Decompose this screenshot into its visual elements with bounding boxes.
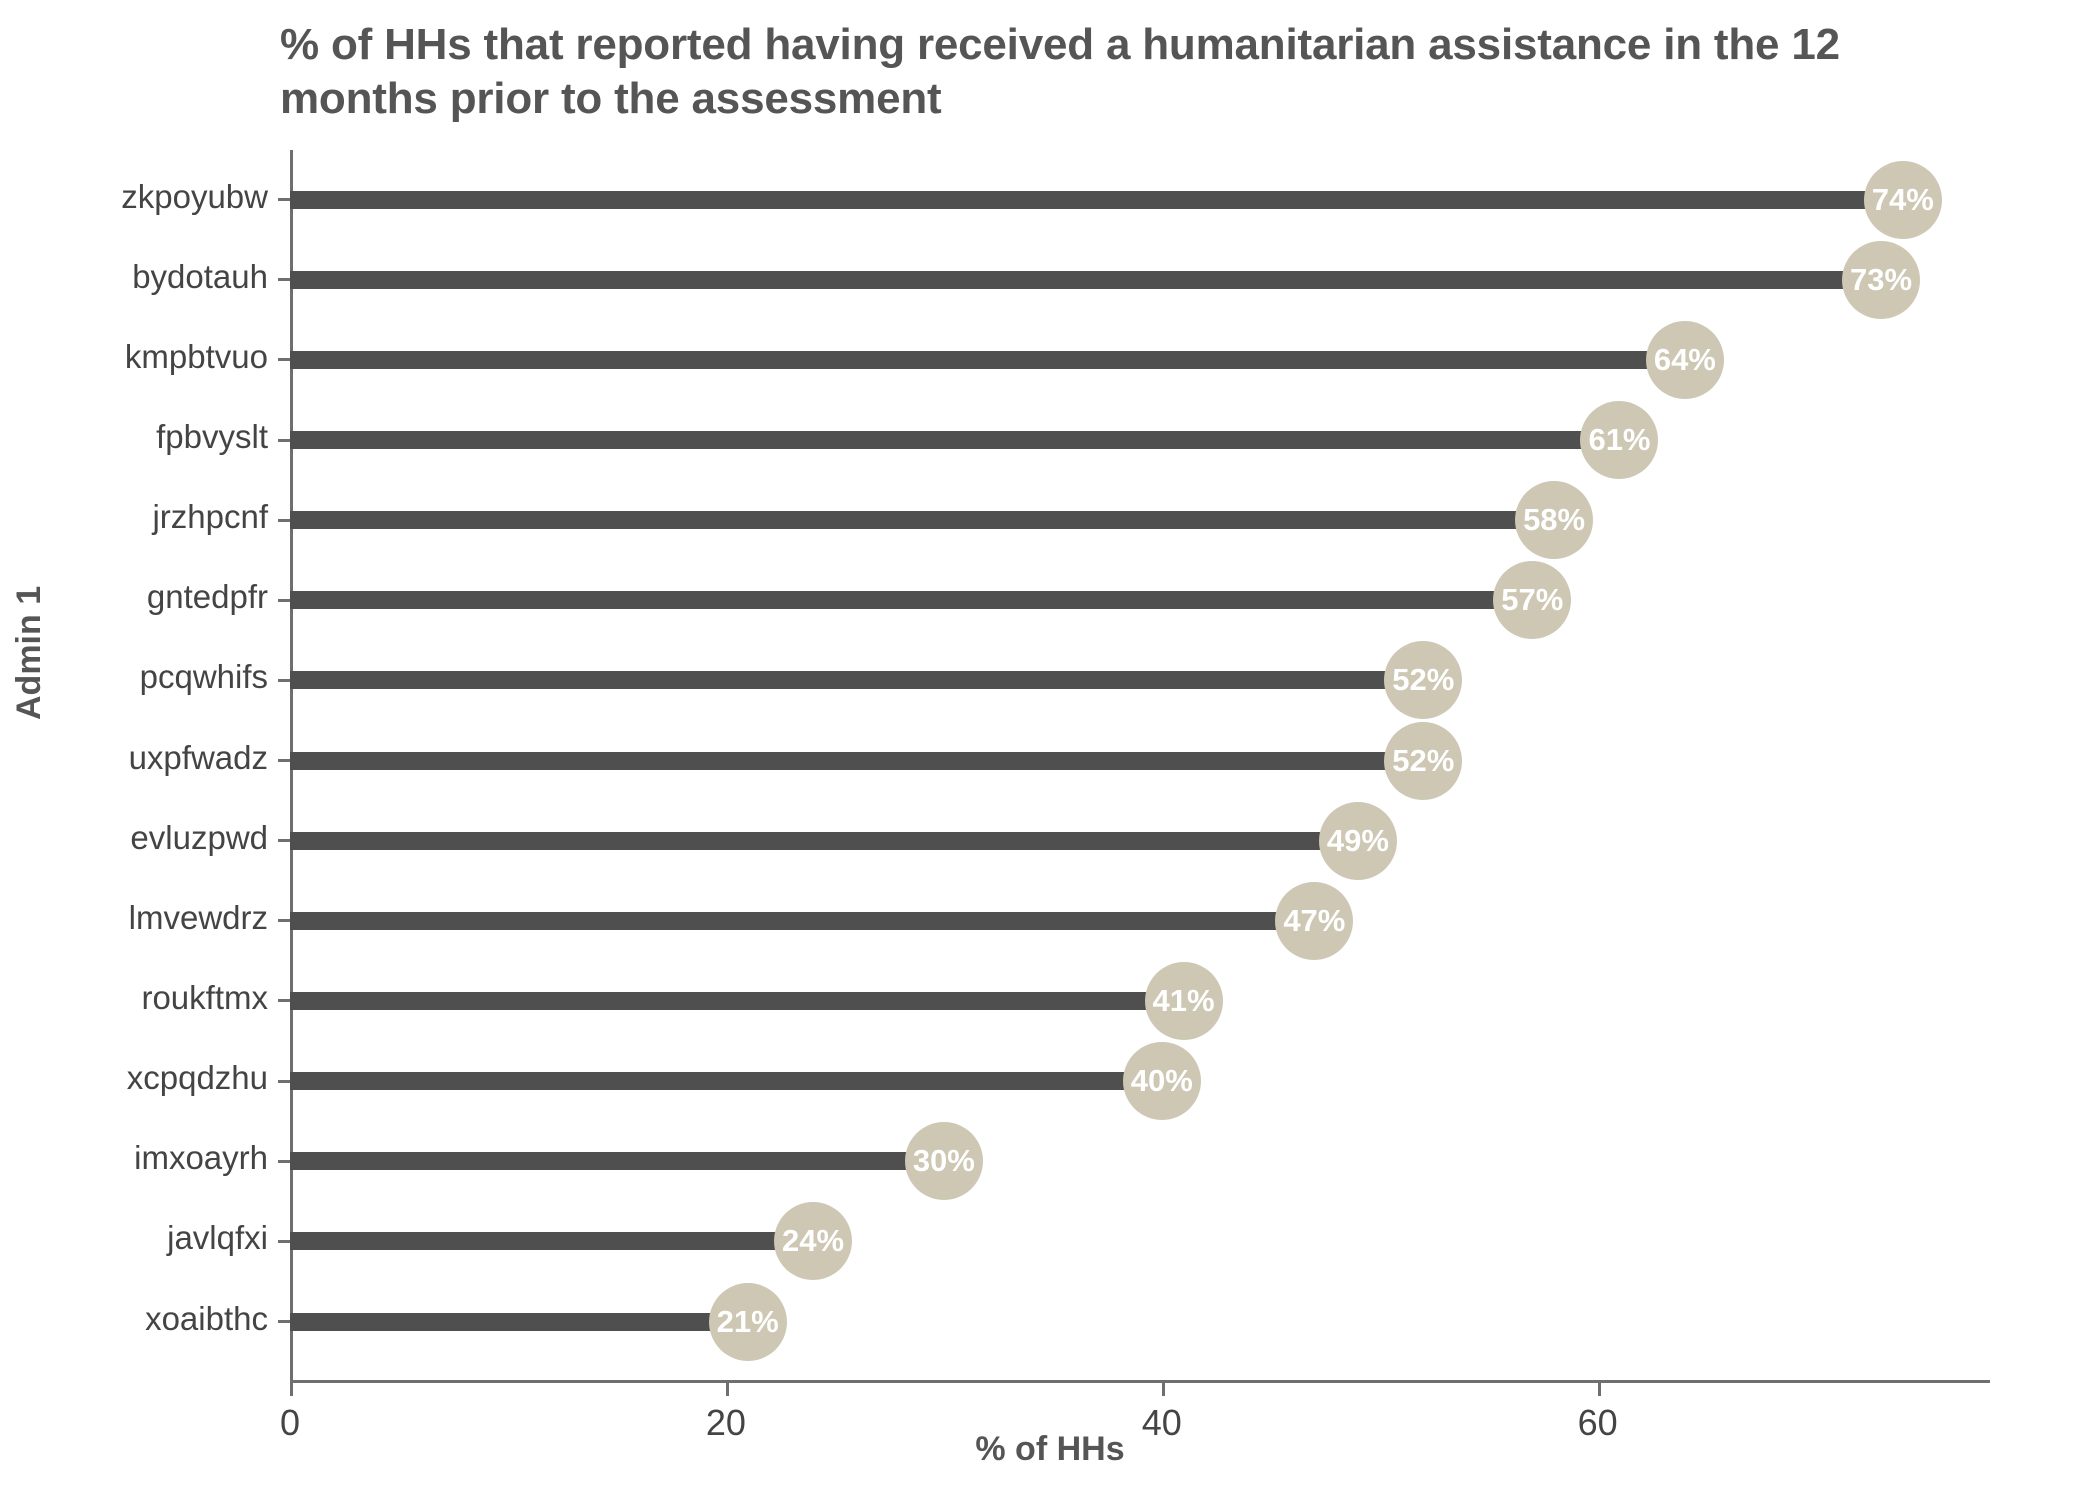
plot-area xyxy=(279,150,1990,1443)
x-axis-tick-label: 60 xyxy=(1577,1402,1618,1443)
x-axis-tick xyxy=(290,1383,293,1396)
x-axis-tick-label: 20 xyxy=(705,1402,746,1443)
bar-segment xyxy=(290,1232,813,1250)
y-axis-label: xoaibthc xyxy=(145,1299,268,1337)
bar-segment xyxy=(290,191,1903,209)
y-axis-label: evluzpwd xyxy=(130,818,268,856)
bar-segment xyxy=(290,752,1423,770)
bar-segment xyxy=(290,431,1619,449)
value-marker: 47% xyxy=(1275,882,1353,960)
y-axis-tick xyxy=(278,278,290,281)
y-axis-tick xyxy=(278,679,290,682)
bar-segment xyxy=(290,511,1554,529)
y-axis-label: imxoayrh xyxy=(134,1139,268,1177)
y-axis-label: kmpbtvuo xyxy=(124,337,268,375)
y-axis-title: Admin 1 xyxy=(10,585,48,720)
y-axis-tick xyxy=(278,919,290,922)
bar-segment xyxy=(290,1152,944,1170)
bar-segment xyxy=(290,1072,1162,1090)
value-marker: 41% xyxy=(1145,962,1223,1040)
y-axis-label: pcqwhifs xyxy=(139,658,268,696)
y-axis-label: xcpqdzhu xyxy=(126,1059,268,1097)
bar-segment xyxy=(290,671,1423,689)
y-axis-tick xyxy=(278,519,290,522)
value-marker: 61% xyxy=(1580,401,1658,479)
value-marker: 24% xyxy=(774,1202,852,1280)
value-marker: 74% xyxy=(1864,161,1942,239)
y-axis-label: zkpoyubw xyxy=(121,177,268,215)
y-axis-tick xyxy=(278,599,290,602)
value-marker: 58% xyxy=(1515,481,1593,559)
value-marker: 73% xyxy=(1842,241,1920,319)
y-axis-tick xyxy=(278,1320,290,1323)
bar-segment xyxy=(290,591,1532,609)
bar-segment xyxy=(290,351,1685,369)
y-axis-tick xyxy=(278,759,290,762)
y-axis-label: jrzhpcnf xyxy=(152,498,268,536)
value-marker: 52% xyxy=(1384,641,1462,719)
value-marker: 40% xyxy=(1123,1042,1201,1120)
value-marker: 57% xyxy=(1493,561,1571,639)
value-marker: 64% xyxy=(1646,321,1724,399)
y-axis-label: gntedpfr xyxy=(146,578,268,616)
y-axis-tick xyxy=(278,839,290,842)
y-axis-label: bydotauh xyxy=(132,257,268,295)
y-axis-tick xyxy=(278,1160,290,1163)
x-axis-tick-label: 40 xyxy=(1141,1402,1182,1443)
chart-title: % of HHs that reported having received a humanitarian assistance in the 12 months prior to the assessment xyxy=(280,20,1840,123)
value-marker: 52% xyxy=(1384,722,1462,800)
x-axis-title: % of HHs xyxy=(975,1430,1125,1468)
x-axis-tick xyxy=(1162,1383,1165,1396)
x-axis-line xyxy=(290,1380,1990,1383)
y-axis-label: fpbvyslt xyxy=(156,418,268,456)
bar-segment xyxy=(290,912,1314,930)
y-axis-label: lmvewdrz xyxy=(128,898,268,936)
y-axis-tick xyxy=(278,1080,290,1083)
bar-segment xyxy=(290,992,1184,1010)
y-axis-tick xyxy=(278,1240,290,1243)
bar-segment xyxy=(290,271,1881,289)
bar-segment xyxy=(290,1313,748,1331)
value-marker: 30% xyxy=(905,1122,983,1200)
y-axis-label: javlqfxi xyxy=(167,1219,268,1257)
y-axis-label: roukftmx xyxy=(141,978,268,1016)
bar-segment xyxy=(290,832,1358,850)
x-axis-tick xyxy=(1598,1383,1601,1396)
value-marker: 49% xyxy=(1319,802,1397,880)
y-axis-tick xyxy=(278,439,290,442)
y-axis-tick xyxy=(278,198,290,201)
y-axis-label: uxpfwadz xyxy=(128,738,268,776)
x-axis-tick xyxy=(726,1383,729,1396)
x-axis-tick-label: 0 xyxy=(279,1402,301,1443)
value-marker: 21% xyxy=(709,1283,787,1361)
y-axis-tick xyxy=(278,358,290,361)
y-axis-tick xyxy=(278,999,290,1002)
